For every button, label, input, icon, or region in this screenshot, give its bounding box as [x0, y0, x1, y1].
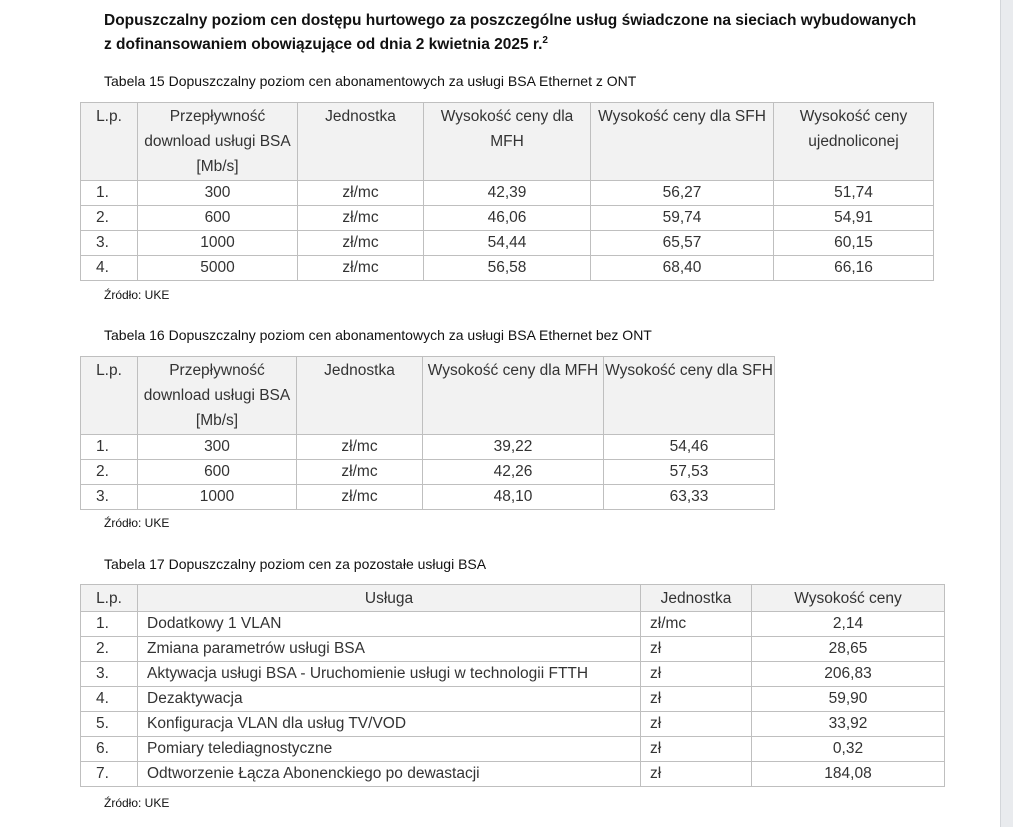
table-cell: Dezaktywacja [138, 687, 641, 712]
row-number-cell: 4. [81, 687, 138, 712]
table-cell: zł/mc [298, 181, 424, 206]
table-cell: 48,10 [423, 485, 604, 510]
row-number-cell: 2. [81, 460, 138, 485]
table-cell: 59,74 [591, 206, 774, 231]
table-row [81, 612, 945, 637]
table16-source: Źródło: UKE [104, 516, 170, 530]
table-row [81, 485, 775, 510]
table-cell: 56,58 [424, 256, 591, 281]
header-cell: L.p. [81, 585, 138, 612]
table-row [81, 662, 945, 687]
table16-caption: Tabela 16 Dopuszczalny poziom cen abonamentowych za usługi BSA Ethernet bez ONT [104, 327, 652, 343]
row-number-cell: 1. [81, 435, 138, 460]
header-cell: Jednostka [298, 103, 424, 181]
table-cell: 63,33 [604, 485, 775, 510]
table17-header-row [81, 585, 945, 612]
table-cell: 300 [138, 181, 298, 206]
row-number-cell: 1. [81, 181, 138, 206]
table16-body [81, 435, 775, 510]
header-cell: Wysokość ceny dla SFH [591, 103, 774, 181]
table-row [81, 737, 945, 762]
table-cell: zł/mc [298, 256, 424, 281]
row-number-cell: 2. [81, 637, 138, 662]
table-cell: zł/mc [298, 206, 424, 231]
table-cell: 59,90 [752, 687, 945, 712]
row-number-cell: 6. [81, 737, 138, 762]
header-cell: Wysokość ceny ujednoliconej [774, 103, 934, 181]
row-number-cell: 2. [81, 206, 138, 231]
header-cell: Usługa [138, 585, 641, 612]
table-cell: 51,74 [774, 181, 934, 206]
table15-header-row [81, 103, 934, 181]
table-cell: zł/mc [297, 460, 423, 485]
scrollbar-track[interactable] [1000, 0, 1013, 827]
header-cell: L.p. [81, 103, 138, 181]
header-cell: L.p. [81, 357, 138, 435]
table-cell: zł/mc [641, 612, 752, 637]
table-cell: Pomiary telediagnostyczne [138, 737, 641, 762]
page-title-text: Dopuszczalny poziom cen dostępu hurtowego za poszczególne usług świadczone na sieciach wybudowanych z dofinansowaniem obowiązujące od dnia 2 kwietnia 2025 r. [104, 12, 917, 53]
table-cell: zł [641, 637, 752, 662]
header-cell: Jednostka [297, 357, 423, 435]
table-row [81, 256, 934, 281]
table-cell: zł [641, 737, 752, 762]
row-number-cell: 3. [81, 662, 138, 687]
header-cell: Wysokość ceny [752, 585, 945, 612]
header-cell: Przepływność download usługi BSA [Mb/s] [138, 357, 297, 435]
table-cell: 54,91 [774, 206, 934, 231]
table-row [81, 687, 945, 712]
table17 [80, 584, 945, 787]
table-cell: 68,40 [591, 256, 774, 281]
row-number-cell: 4. [81, 256, 138, 281]
table-cell: 54,44 [424, 231, 591, 256]
header-cell: Wysokość ceny dla SFH [604, 357, 775, 435]
table16-header-row [81, 357, 775, 435]
row-number-cell: 1. [81, 612, 138, 637]
header-cell: Jednostka [641, 585, 752, 612]
table-cell: 39,22 [423, 435, 604, 460]
table-cell: zł/mc [297, 485, 423, 510]
table-row [81, 712, 945, 737]
table-cell: 46,06 [424, 206, 591, 231]
table-cell: 33,92 [752, 712, 945, 737]
table-row [81, 460, 775, 485]
table-cell: 65,57 [591, 231, 774, 256]
table-cell: 1000 [138, 485, 297, 510]
table15 [80, 102, 934, 281]
table-row [81, 231, 934, 256]
page-title [104, 9, 924, 57]
row-number-cell: 5. [81, 712, 138, 737]
row-number-cell: 3. [81, 485, 138, 510]
table-cell: zł [641, 687, 752, 712]
table-cell: Aktywacja usługi BSA - Uruchomienie usługi w technologii FTTH [138, 662, 641, 687]
table-cell: 54,46 [604, 435, 775, 460]
row-number-cell: 3. [81, 231, 138, 256]
table-cell: Konfiguracja VLAN dla usług TV/VOD [138, 712, 641, 737]
table16 [80, 356, 775, 510]
row-number-cell: 7. [81, 762, 138, 787]
table-row [81, 206, 934, 231]
header-cell: Wysokość ceny dla MFH [423, 357, 604, 435]
table-cell: 56,27 [591, 181, 774, 206]
table-cell: 28,65 [752, 637, 945, 662]
table-cell: 206,83 [752, 662, 945, 687]
table-cell: Zmiana parametrów usługi BSA [138, 637, 641, 662]
table-cell: 600 [138, 206, 298, 231]
table15-source: Źródło: UKE [104, 288, 170, 302]
table-cell: 184,08 [752, 762, 945, 787]
table-row [81, 181, 934, 206]
table15-caption: Tabela 15 Dopuszczalny poziom cen abonamentowych za usługi BSA Ethernet z ONT [104, 73, 637, 89]
table-cell: 60,15 [774, 231, 934, 256]
table17-source: Źródło: UKE [104, 796, 170, 810]
table17-caption: Tabela 17 Dopuszczalny poziom cen za pozostałe usługi BSA [104, 556, 487, 572]
footnote-marker[interactable]: 2 [542, 34, 548, 46]
table-row [81, 435, 775, 460]
table-cell: 0,32 [752, 737, 945, 762]
table-row [81, 762, 945, 787]
table-cell: 2,14 [752, 612, 945, 637]
table17-body [81, 612, 945, 787]
table-cell: 1000 [138, 231, 298, 256]
table-cell: 600 [138, 460, 297, 485]
table-cell: 66,16 [774, 256, 934, 281]
table-cell: 42,39 [424, 181, 591, 206]
header-cell: Przepływność download usługi BSA [Mb/s] [138, 103, 298, 181]
table-cell: zł [641, 712, 752, 737]
table-cell: Dodatkowy 1 VLAN [138, 612, 641, 637]
table15-body [81, 181, 934, 281]
table-cell: zł/mc [298, 231, 424, 256]
table-cell: 300 [138, 435, 297, 460]
table-cell: Odtworzenie Łącza Abonenckiego po dewastacji [138, 762, 641, 787]
table-cell: 57,53 [604, 460, 775, 485]
table-cell: 42,26 [423, 460, 604, 485]
header-cell: Wysokość ceny dla MFH [424, 103, 591, 181]
table-row [81, 637, 945, 662]
table-cell: zł [641, 662, 752, 687]
table-cell: zł/mc [297, 435, 423, 460]
table-cell: zł [641, 762, 752, 787]
table-cell: 5000 [138, 256, 298, 281]
